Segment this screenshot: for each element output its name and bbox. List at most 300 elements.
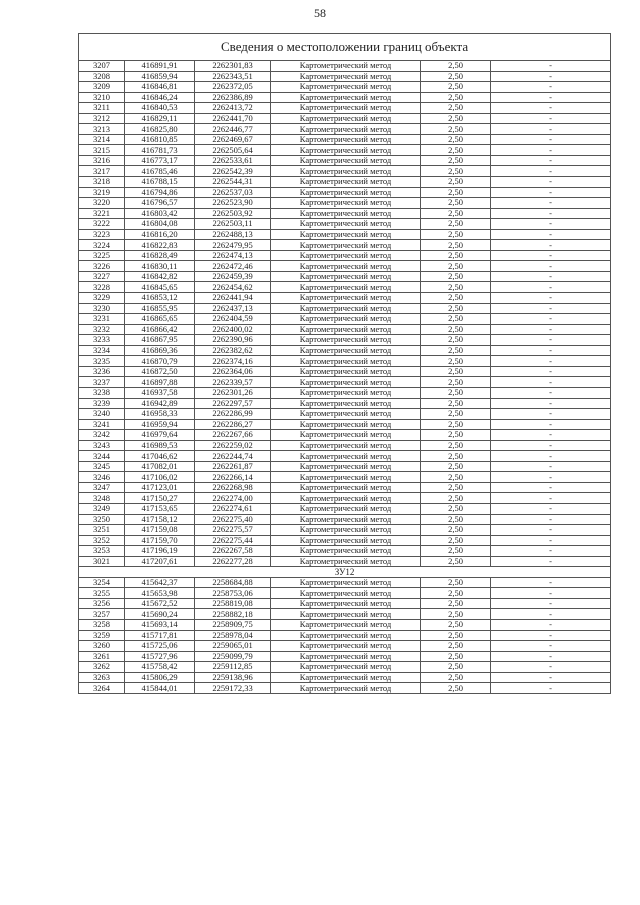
table-row <box>79 387 611 398</box>
x-coordinate-cell: 416816,20 <box>125 229 195 240</box>
description-cell: - <box>491 198 611 209</box>
table-title-row <box>79 34 611 61</box>
method-cell: Картометрический метод <box>271 546 421 557</box>
description-cell: - <box>491 651 611 662</box>
method-cell: Картометрический метод <box>271 409 421 420</box>
y-coordinate-cell: 2262479,95 <box>195 240 271 251</box>
description-cell: - <box>491 134 611 145</box>
method-cell: Картометрический метод <box>271 303 421 314</box>
description-cell: - <box>491 113 611 124</box>
point-number-cell: 3221 <box>79 208 125 219</box>
table-row <box>79 440 611 451</box>
method-cell: Картометрический метод <box>271 71 421 82</box>
coordinates-table <box>78 33 611 694</box>
y-coordinate-cell: 2262244,74 <box>195 451 271 462</box>
point-number-cell: 3213 <box>79 124 125 135</box>
accuracy-cell: 2,50 <box>421 503 491 514</box>
point-number-cell: 3258 <box>79 619 125 630</box>
y-coordinate-cell: 2262261,87 <box>195 461 271 472</box>
method-cell: Картометрический метод <box>271 324 421 335</box>
description-cell: - <box>491 219 611 230</box>
description-cell: - <box>491 493 611 504</box>
accuracy-cell: 2,50 <box>421 82 491 93</box>
table-row <box>79 187 611 198</box>
accuracy-cell: 2,50 <box>421 387 491 398</box>
method-cell: Картометрический метод <box>271 240 421 251</box>
method-cell: Картометрический метод <box>271 419 421 430</box>
point-number-cell: 3217 <box>79 166 125 177</box>
table-row <box>79 155 611 166</box>
y-coordinate-cell: 2262267,58 <box>195 546 271 557</box>
method-cell: Картометрический метод <box>271 609 421 620</box>
table-row <box>79 345 611 356</box>
x-coordinate-cell: 417046,62 <box>125 451 195 462</box>
x-coordinate-cell: 417159,08 <box>125 525 195 536</box>
y-coordinate-cell: 2262275,40 <box>195 514 271 525</box>
x-coordinate-cell: 416840,53 <box>125 103 195 114</box>
point-number-cell: 3240 <box>79 409 125 420</box>
y-coordinate-cell: 2262404,59 <box>195 314 271 325</box>
point-number-cell: 3209 <box>79 82 125 93</box>
description-cell: - <box>491 345 611 356</box>
y-coordinate-cell: 2262454,62 <box>195 282 271 293</box>
method-cell: Картометрический метод <box>271 187 421 198</box>
x-coordinate-cell: 416897,88 <box>125 377 195 388</box>
table-row <box>79 177 611 188</box>
table-row <box>79 451 611 462</box>
description-cell: - <box>491 514 611 525</box>
table-row <box>79 503 611 514</box>
table-row <box>79 482 611 493</box>
method-cell: Картометрический метод <box>271 598 421 609</box>
page-number: 58 <box>314 6 326 20</box>
accuracy-cell: 2,50 <box>421 514 491 525</box>
method-cell: Картометрический метод <box>271 451 421 462</box>
method-cell: Картометрический метод <box>271 208 421 219</box>
accuracy-cell: 2,50 <box>421 240 491 251</box>
y-coordinate-cell: 2262297,57 <box>195 398 271 409</box>
accuracy-cell: 2,50 <box>421 198 491 209</box>
accuracy-cell: 2,50 <box>421 187 491 198</box>
point-number-cell: 3223 <box>79 229 125 240</box>
method-cell: Картометрический метод <box>271 377 421 388</box>
method-cell: Картометрический метод <box>271 155 421 166</box>
accuracy-cell: 2,50 <box>421 324 491 335</box>
point-number-cell: 3207 <box>79 61 125 72</box>
y-coordinate-cell: 2262413,72 <box>195 103 271 114</box>
point-number-cell: 3229 <box>79 293 125 304</box>
point-number-cell: 3262 <box>79 662 125 673</box>
section-row <box>79 567 611 578</box>
accuracy-cell: 2,50 <box>421 556 491 567</box>
table-row <box>79 588 611 599</box>
description-cell: - <box>491 577 611 588</box>
x-coordinate-cell: 416870,79 <box>125 356 195 367</box>
accuracy-cell: 2,50 <box>421 577 491 588</box>
method-cell: Картометрический метод <box>271 356 421 367</box>
method-cell: Картометрический метод <box>271 103 421 114</box>
method-cell: Картометрический метод <box>271 282 421 293</box>
x-coordinate-cell: 416959,94 <box>125 419 195 430</box>
y-coordinate-cell: 2258684,88 <box>195 577 271 588</box>
table-row <box>79 609 611 620</box>
x-coordinate-cell: 417123,01 <box>125 482 195 493</box>
point-number-cell: 3233 <box>79 335 125 346</box>
table-row <box>79 356 611 367</box>
point-number-cell: 3252 <box>79 535 125 546</box>
point-number-cell: 3264 <box>79 683 125 694</box>
x-coordinate-cell: 416794,86 <box>125 187 195 198</box>
description-cell: - <box>491 366 611 377</box>
table-row <box>79 113 611 124</box>
accuracy-cell: 2,50 <box>421 672 491 683</box>
x-coordinate-cell: 416845,65 <box>125 282 195 293</box>
table-row <box>79 240 611 251</box>
point-number-cell: 3232 <box>79 324 125 335</box>
point-number-cell: 3251 <box>79 525 125 536</box>
method-cell: Картометрический метод <box>271 198 421 209</box>
description-cell: - <box>491 261 611 272</box>
y-coordinate-cell: 2262274,61 <box>195 503 271 514</box>
accuracy-cell: 2,50 <box>421 398 491 409</box>
y-coordinate-cell: 2262275,44 <box>195 535 271 546</box>
x-coordinate-cell: 416846,81 <box>125 82 195 93</box>
x-coordinate-cell: 416855,95 <box>125 303 195 314</box>
description-cell: - <box>491 641 611 652</box>
accuracy-cell: 2,50 <box>421 229 491 240</box>
accuracy-cell: 2,50 <box>421 71 491 82</box>
accuracy-cell: 2,50 <box>421 261 491 272</box>
x-coordinate-cell: 416804,08 <box>125 219 195 230</box>
method-cell: Картометрический метод <box>271 82 421 93</box>
y-coordinate-cell: 2262441,94 <box>195 293 271 304</box>
point-number-cell: 3253 <box>79 546 125 557</box>
accuracy-cell: 2,50 <box>421 683 491 694</box>
x-coordinate-cell: 416830,11 <box>125 261 195 272</box>
y-coordinate-cell: 2262374,16 <box>195 356 271 367</box>
table-row <box>79 103 611 114</box>
table-row <box>79 61 611 72</box>
description-cell: - <box>491 92 611 103</box>
y-coordinate-cell: 2262474,13 <box>195 250 271 261</box>
description-cell: - <box>491 271 611 282</box>
table-row <box>79 430 611 441</box>
y-coordinate-cell: 2262437,13 <box>195 303 271 314</box>
accuracy-cell: 2,50 <box>421 546 491 557</box>
point-number-cell: 3212 <box>79 113 125 124</box>
accuracy-cell: 2,50 <box>421 598 491 609</box>
table-row <box>79 271 611 282</box>
x-coordinate-cell: 416788,15 <box>125 177 195 188</box>
point-number-cell: 3261 <box>79 651 125 662</box>
description-cell: - <box>491 430 611 441</box>
accuracy-cell: 2,50 <box>421 92 491 103</box>
y-coordinate-cell: 2262301,26 <box>195 387 271 398</box>
accuracy-cell: 2,50 <box>421 472 491 483</box>
accuracy-cell: 2,50 <box>421 651 491 662</box>
accuracy-cell: 2,50 <box>421 419 491 430</box>
method-cell: Картометрический метод <box>271 672 421 683</box>
accuracy-cell: 2,50 <box>421 356 491 367</box>
table-row <box>79 651 611 662</box>
table-row <box>79 145 611 156</box>
table-row <box>79 619 611 630</box>
accuracy-cell: 2,50 <box>421 155 491 166</box>
coordinates-table-body <box>79 34 611 694</box>
table-row <box>79 208 611 219</box>
y-coordinate-cell: 2258909,75 <box>195 619 271 630</box>
description-cell: - <box>491 672 611 683</box>
accuracy-cell: 2,50 <box>421 662 491 673</box>
table-row <box>79 293 611 304</box>
description-cell: - <box>491 546 611 557</box>
method-cell: Картометрический метод <box>271 61 421 72</box>
description-cell: - <box>491 535 611 546</box>
y-coordinate-cell: 2259138,96 <box>195 672 271 683</box>
point-number-cell: 3259 <box>79 630 125 641</box>
method-cell: Картометрический метод <box>271 271 421 282</box>
method-cell: Картометрический метод <box>271 556 421 567</box>
x-coordinate-cell: 417159,70 <box>125 535 195 546</box>
method-cell: Картометрический метод <box>271 92 421 103</box>
table-row <box>79 124 611 135</box>
table-row <box>79 472 611 483</box>
accuracy-cell: 2,50 <box>421 630 491 641</box>
description-cell: - <box>491 377 611 388</box>
description-cell: - <box>491 503 611 514</box>
method-cell: Картометрический метод <box>271 398 421 409</box>
method-cell: Картометрический метод <box>271 345 421 356</box>
description-cell: - <box>491 598 611 609</box>
method-cell: Картометрический метод <box>271 440 421 451</box>
point-number-cell: 3243 <box>79 440 125 451</box>
x-coordinate-cell: 416853,12 <box>125 293 195 304</box>
accuracy-cell: 2,50 <box>421 335 491 346</box>
method-cell: Картометрический метод <box>271 461 421 472</box>
description-cell: - <box>491 409 611 420</box>
y-coordinate-cell: 2262459,39 <box>195 271 271 282</box>
y-coordinate-cell: 2258882,18 <box>195 609 271 620</box>
description-cell: - <box>491 451 611 462</box>
x-coordinate-cell: 416785,46 <box>125 166 195 177</box>
x-coordinate-cell: 417196,19 <box>125 546 195 557</box>
description-cell: - <box>491 461 611 472</box>
point-number-cell: 3254 <box>79 577 125 588</box>
method-cell: Картометрический метод <box>271 124 421 135</box>
x-coordinate-cell: 415690,24 <box>125 609 195 620</box>
description-cell: - <box>491 208 611 219</box>
method-cell: Картометрический метод <box>271 619 421 630</box>
point-number-cell: 3224 <box>79 240 125 251</box>
y-coordinate-cell: 2262301,83 <box>195 61 271 72</box>
x-coordinate-cell: 416828,49 <box>125 250 195 261</box>
coordinates-sheet <box>78 33 610 694</box>
method-cell: Картометрический метод <box>271 535 421 546</box>
y-coordinate-cell: 2262339,57 <box>195 377 271 388</box>
point-number-cell: 3248 <box>79 493 125 504</box>
method-cell: Картометрический метод <box>271 577 421 588</box>
accuracy-cell: 2,50 <box>421 377 491 388</box>
description-cell: - <box>491 472 611 483</box>
accuracy-cell: 2,50 <box>421 619 491 630</box>
point-number-cell: 3021 <box>79 556 125 567</box>
description-cell: - <box>491 419 611 430</box>
method-cell: Картометрический метод <box>271 145 421 156</box>
section-label: ЗУ12 <box>79 567 611 578</box>
description-cell: - <box>491 525 611 536</box>
x-coordinate-cell: 416842,82 <box>125 271 195 282</box>
y-coordinate-cell: 2262286,99 <box>195 409 271 420</box>
y-coordinate-cell: 2262441,70 <box>195 113 271 124</box>
table-row <box>79 229 611 240</box>
method-cell: Картометрический метод <box>271 229 421 240</box>
table-row <box>79 525 611 536</box>
accuracy-cell: 2,50 <box>421 166 491 177</box>
table-row <box>79 398 611 409</box>
x-coordinate-cell: 417158,12 <box>125 514 195 525</box>
table-row <box>79 314 611 325</box>
point-number-cell: 3255 <box>79 588 125 599</box>
y-coordinate-cell: 2258819,08 <box>195 598 271 609</box>
x-coordinate-cell: 416958,33 <box>125 409 195 420</box>
table-row <box>79 261 611 272</box>
table-row <box>79 683 611 694</box>
point-number-cell: 3245 <box>79 461 125 472</box>
point-number-cell: 3211 <box>79 103 125 114</box>
y-coordinate-cell: 2259099,79 <box>195 651 271 662</box>
table-row <box>79 598 611 609</box>
point-number-cell: 3244 <box>79 451 125 462</box>
description-cell: - <box>491 398 611 409</box>
point-number-cell: 3256 <box>79 598 125 609</box>
x-coordinate-cell: 415717,81 <box>125 630 195 641</box>
point-number-cell: 3225 <box>79 250 125 261</box>
method-cell: Картометрический метод <box>271 261 421 272</box>
y-coordinate-cell: 2262364,06 <box>195 366 271 377</box>
y-coordinate-cell: 2259112,85 <box>195 662 271 673</box>
point-number-cell: 3234 <box>79 345 125 356</box>
x-coordinate-cell: 416866,42 <box>125 324 195 335</box>
description-cell: - <box>491 61 611 72</box>
description-cell: - <box>491 556 611 567</box>
description-cell: - <box>491 662 611 673</box>
description-cell: - <box>491 387 611 398</box>
table-row <box>79 282 611 293</box>
x-coordinate-cell: 416867,95 <box>125 335 195 346</box>
y-coordinate-cell: 2262382,62 <box>195 345 271 356</box>
y-coordinate-cell: 2259172,33 <box>195 683 271 694</box>
description-cell: - <box>491 166 611 177</box>
point-number-cell: 3208 <box>79 71 125 82</box>
point-number-cell: 3247 <box>79 482 125 493</box>
table-row <box>79 461 611 472</box>
accuracy-cell: 2,50 <box>421 535 491 546</box>
table-row <box>79 514 611 525</box>
x-coordinate-cell: 417153,65 <box>125 503 195 514</box>
x-coordinate-cell: 416846,24 <box>125 92 195 103</box>
description-cell: - <box>491 314 611 325</box>
x-coordinate-cell: 415642,37 <box>125 577 195 588</box>
accuracy-cell: 2,50 <box>421 314 491 325</box>
x-coordinate-cell: 415727,96 <box>125 651 195 662</box>
x-coordinate-cell: 416891,91 <box>125 61 195 72</box>
table-row <box>79 324 611 335</box>
method-cell: Картометрический метод <box>271 472 421 483</box>
method-cell: Картометрический метод <box>271 314 421 325</box>
accuracy-cell: 2,50 <box>421 609 491 620</box>
x-coordinate-cell: 416859,94 <box>125 71 195 82</box>
description-cell: - <box>491 588 611 599</box>
table-row <box>79 166 611 177</box>
x-coordinate-cell: 416937,58 <box>125 387 195 398</box>
y-coordinate-cell: 2262267,66 <box>195 430 271 441</box>
accuracy-cell: 2,50 <box>421 124 491 135</box>
y-coordinate-cell: 2262503,92 <box>195 208 271 219</box>
y-coordinate-cell: 2262266,14 <box>195 472 271 483</box>
x-coordinate-cell: 415672,52 <box>125 598 195 609</box>
y-coordinate-cell: 2262472,46 <box>195 261 271 272</box>
method-cell: Картометрический метод <box>271 683 421 694</box>
point-number-cell: 3215 <box>79 145 125 156</box>
table-row <box>79 546 611 557</box>
point-number-cell: 3260 <box>79 641 125 652</box>
y-coordinate-cell: 2262488,13 <box>195 229 271 240</box>
x-coordinate-cell: 416825,80 <box>125 124 195 135</box>
method-cell: Картометрический метод <box>271 177 421 188</box>
description-cell: - <box>491 440 611 451</box>
description-cell: - <box>491 155 611 166</box>
accuracy-cell: 2,50 <box>421 451 491 462</box>
accuracy-cell: 2,50 <box>421 461 491 472</box>
x-coordinate-cell: 416796,57 <box>125 198 195 209</box>
point-number-cell: 3210 <box>79 92 125 103</box>
x-coordinate-cell: 416872,50 <box>125 366 195 377</box>
point-number-cell: 3246 <box>79 472 125 483</box>
description-cell: - <box>491 124 611 135</box>
point-number-cell: 3226 <box>79 261 125 272</box>
table-row <box>79 577 611 588</box>
accuracy-cell: 2,50 <box>421 103 491 114</box>
point-number-cell: 3230 <box>79 303 125 314</box>
accuracy-cell: 2,50 <box>421 282 491 293</box>
x-coordinate-cell: 416773,17 <box>125 155 195 166</box>
table-row <box>79 419 611 430</box>
description-cell: - <box>491 177 611 188</box>
y-coordinate-cell: 2262542,39 <box>195 166 271 177</box>
description-cell: - <box>491 250 611 261</box>
x-coordinate-cell: 415844,01 <box>125 683 195 694</box>
method-cell: Картометрический метод <box>271 166 421 177</box>
description-cell: - <box>491 293 611 304</box>
description-cell: - <box>491 282 611 293</box>
x-coordinate-cell: 416865,65 <box>125 314 195 325</box>
method-cell: Картометрический метод <box>271 293 421 304</box>
x-coordinate-cell: 415725,06 <box>125 641 195 652</box>
y-coordinate-cell: 2262286,27 <box>195 419 271 430</box>
table-row <box>79 535 611 546</box>
y-coordinate-cell: 2262505,64 <box>195 145 271 156</box>
accuracy-cell: 2,50 <box>421 345 491 356</box>
method-cell: Картометрический метод <box>271 588 421 599</box>
accuracy-cell: 2,50 <box>421 61 491 72</box>
point-number-cell: 3236 <box>79 366 125 377</box>
point-number-cell: 3241 <box>79 419 125 430</box>
accuracy-cell: 2,50 <box>421 366 491 377</box>
method-cell: Картометрический метод <box>271 630 421 641</box>
y-coordinate-cell: 2262469,67 <box>195 134 271 145</box>
table-row <box>79 82 611 93</box>
table-row <box>79 335 611 346</box>
